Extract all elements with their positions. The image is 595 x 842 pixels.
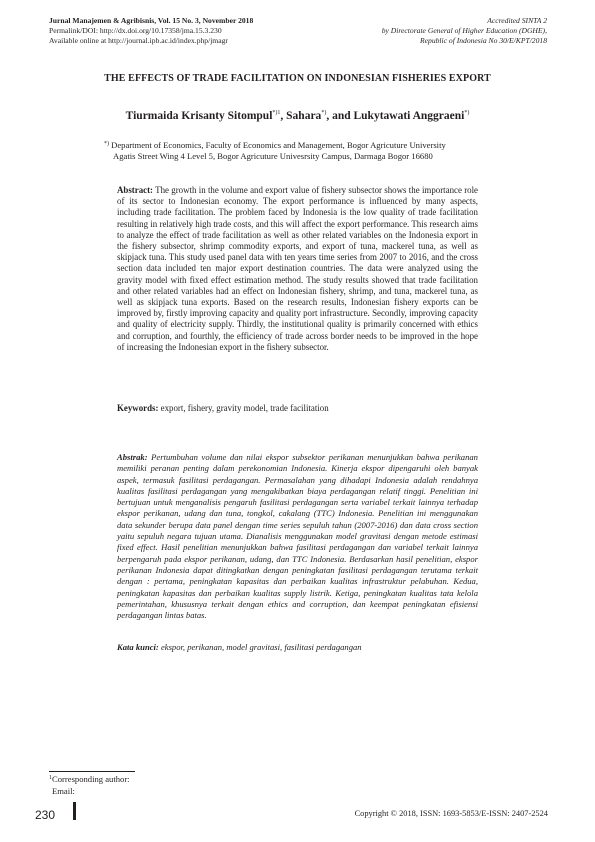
author-2: Sahara [286,110,322,122]
keywords-label: Keywords: [117,403,159,413]
page-number-bar [73,802,76,820]
journal-name: Jurnal Manajemen & Agribisnis, Vol. 15 No. 3, November 2018 [49,16,254,25]
permalink-doi: Permalink/DOI: http://dx.doi.org/10.17358/jma.15.3.230 [49,26,222,35]
author-separator: , [280,110,287,122]
footnote [49,773,130,797]
available-online: Available online at http://journal.ipb.ac.id/index.php/jmagr [49,36,228,45]
abstract-label: Abstract: [117,185,153,195]
abstrak-label: Abstrak: [117,452,148,462]
author-3: Lukytawati Anggraeni [353,110,465,122]
katakunci-label: Kata kunci: [117,642,159,652]
journal-header-left [49,16,253,46]
paper-title: THE EFFECTS OF TRADE FACILITATION ON INDONESIAN FISHERIES EXPORT [104,73,491,84]
footnote-rule [49,771,135,772]
keywords-text: export, fishery, gravity model, trade facilitation [160,403,329,413]
author-1: Tiurmaida Krisanty Sitompul [125,110,273,122]
footnote-email: Email: [52,785,75,796]
katakunci-text: ekspor, perikanan, model gravitasi, fasilitasi perdagangan [160,642,362,652]
kata-kunci [117,642,478,653]
abstrak-text: Pertumbuhan volume dan nilai ekspor subsektor perikanan menunjukkan bahwa perikanan memiliki peranan penting dalam perekonomian Indonesia. Kinerja ekspor dipengaruhi oleh banyak aspek, termasuk fasilitasi perdagangan. Permasalahan yang dihadapi Indonesia adalah rendahnya kualitas fasilitasi perdagangan yang mengakibatkan biaya perdagangan relatif tinggi. Penelitian ini bertujuan untuk menganalisis pengaruh fasilitasi perdagangan serta variabel terkait lainnya terhadap ekspor perikanan, udang dan tuna, tongkol, cakalang (TTC) Indonesia. Penelitian ini menggunakan data sekunder berupa data panel dengan time series sepuluh tahun (2007-2016) dan data cross section yaitu sepuluh negara tujuan utama. Dianalisis menggunakan model gravitasi dengan metode estimasi fixed effect. Hasil penelitian menunjukkan bahwa fasilitasi perdagangan dan variabel terkait lainnya berpengaruh pada ekspor perikanan, udang, dan TTC Indonesia. Berdasarkan hasil penelitian, ekspor perikanan Indonesia dapat ditingkatkan dengan peningkatan fasilitasi perdagangan terutama terkait dengan : pertama, peningkatan kapasitas dan perbaikan kualitas infrastruktur pelabuhan. Kedua, peningkatan kapasitas dan perbaikan kualitas supply listrik. Ketiga, peningkatan kualitas tata kelola pemerintahan, khususnya terkait dengan ethics and corruption, dan keempat peningkatan efisiensi perdagangan lintas batas. [117,452,478,621]
author-separator: , and [326,110,354,122]
corresponding-author: Corresponding author: [52,774,130,784]
abstract-indonesian [117,452,478,621]
author-1-mark: *)1 [272,110,281,116]
abstract-text: The growth in the volume and export value of fishery subsector shows the importance role of its sector to Indonesian economy. The export performance is influenced by many aspects, including trade facilitation. The problem faced by Indonesia is the low quality of trade facilitation resulting in relatively high trade costs, and this will affect the export performance. This research aims to analyze the effect of trade facilitation as well as other related variables on the Indonesia export in the fishery subsector, shrimp commodity exports, and export of tuna, mackerel tuna, as well as skipjack tuna. This study used panel data with ten years time series from 2007 to 2016, and the cross section data included ten major export destination countries. The data were analyzed using the gravity model with fixed effect estimation method. The study results showed that trade facilitation and other related variables had an effect on Indonesian fishery, shrimp, and tuna, mackerel tuna, as well as skipjack tuna exports. Based on the research results, Indonesian fishery exports can be improved by, firstly improving capacity and quality port infrastructure. Secondly, improving capacity and quality of electricity supply. Thirdly, the institutional quality is primarily concerned with ethics and corruption, and fourthly, the efficiency of trade across border needs to be improved in the hope of increasing the Indonesian export in the fishery subsector. [117,185,478,352]
author-2-mark: *) [321,110,327,116]
abstract-english [117,185,478,353]
journal-header-right [382,16,547,46]
affiliation-address: Agatis Street Wing 4 Level 5, Bogor Agricuture Univesrsity Campus, Darmaga Bogor 16680 [113,151,433,161]
keywords [117,403,478,414]
author-list [40,110,555,122]
author-3-mark: *) [464,110,470,116]
copyright: Copyright © 2018, ISSN: 1693-5853/E-ISSN: 2407-2524 [354,809,548,818]
accreditation: Accredited SINTA 2 [487,16,547,25]
page-number: 230 [35,808,56,822]
accreditation-number: Republic of Indonesia No 30/E/KPT/2018 [420,36,547,45]
accreditation-body: by Directorate General of Higher Education (DGHE), [381,26,547,35]
affiliation-mark: *) [104,141,109,147]
affiliation [104,139,544,162]
footnote-mark: 1 [49,775,52,781]
affiliation-department: Department of Economics, Faculty of Economics and Management, Bogor Agricuture University [111,140,446,150]
